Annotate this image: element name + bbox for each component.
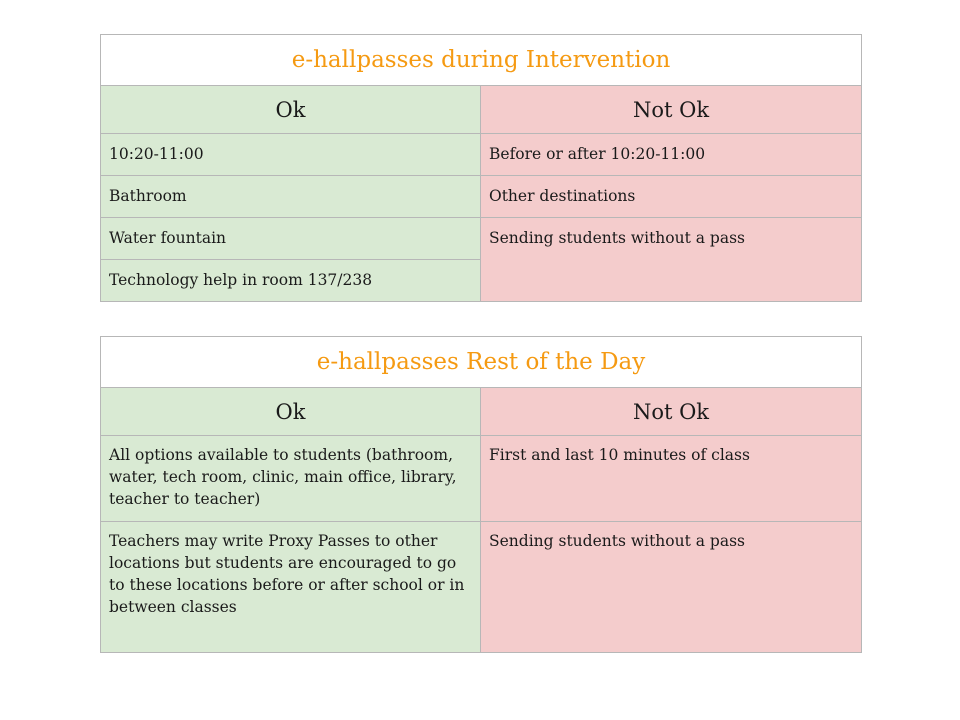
ok-item: Bathroom xyxy=(101,176,481,218)
not-ok-item: Sending students without a pass xyxy=(481,522,862,653)
table-row xyxy=(101,522,862,653)
not-ok-item: Before or after 10:20-11:00 xyxy=(481,134,862,176)
not-ok-item: Sending students without a pass xyxy=(481,218,862,302)
rest-of-day-table xyxy=(100,336,862,653)
table-title-row xyxy=(101,337,862,388)
table-row xyxy=(101,218,862,260)
ok-column-header: Ok xyxy=(101,86,481,134)
not-ok-column-header: Not Ok xyxy=(481,86,862,134)
table-header-row xyxy=(101,86,862,134)
table-row xyxy=(101,134,862,176)
ok-item: 10:20-11:00 xyxy=(101,134,481,176)
table-title-row xyxy=(101,35,862,86)
not-ok-column-header: Not Ok xyxy=(481,388,862,436)
table-header-row xyxy=(101,388,862,436)
not-ok-item: Other destinations xyxy=(481,176,862,218)
not-ok-item: First and last 10 minutes of class xyxy=(481,436,862,522)
intervention-title: e-hallpasses during Intervention xyxy=(101,35,862,86)
ok-item: All options available to students (bathroom, water, tech room, clinic, main office, library, teacher to teacher) xyxy=(101,436,481,522)
ok-item: Technology help in room 137/238 xyxy=(101,260,481,302)
table-row xyxy=(101,176,862,218)
ok-item: Teachers may write Proxy Passes to other locations but students are encouraged to go to these locations before or after school or in between classes xyxy=(101,522,481,653)
rest-of-day-title: e-hallpasses Rest of the Day xyxy=(101,337,862,388)
table-row xyxy=(101,436,862,522)
intervention-table xyxy=(100,34,862,302)
ok-item: Water fountain xyxy=(101,218,481,260)
ok-column-header: Ok xyxy=(101,388,481,436)
